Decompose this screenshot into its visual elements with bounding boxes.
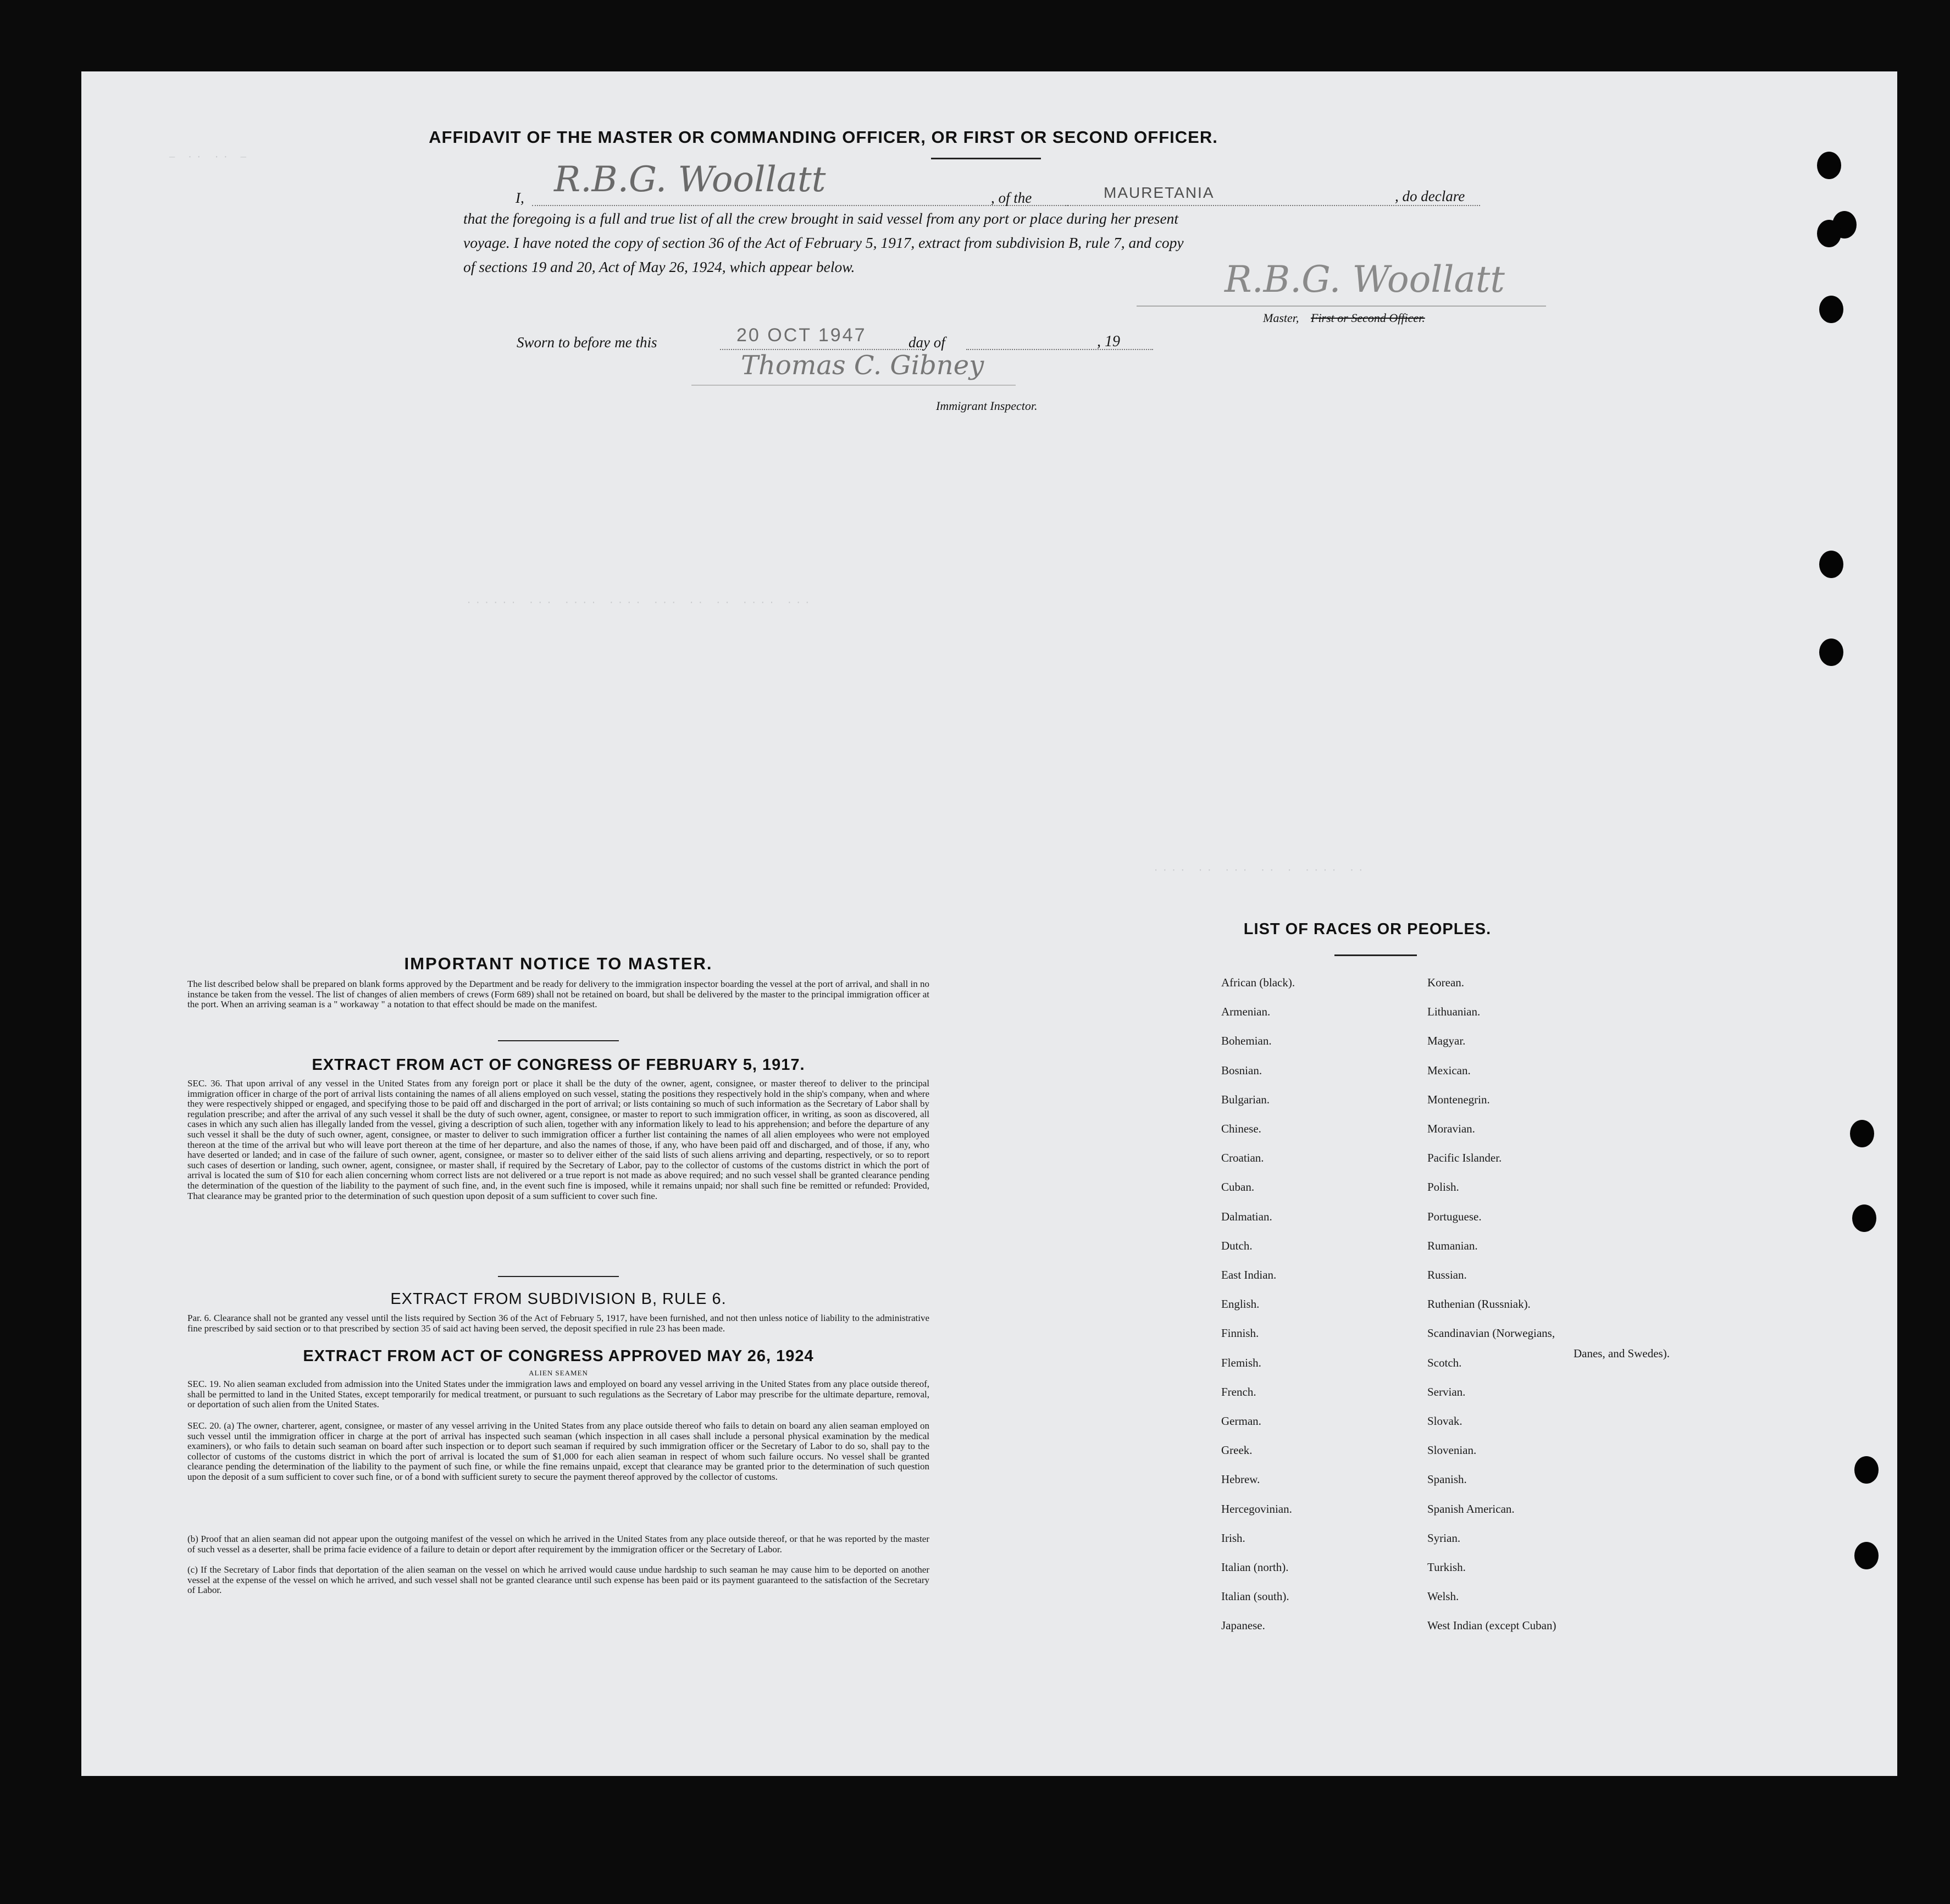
sworn-label: Sworn to before me this [517,334,657,351]
extract-1917-title: EXTRACT FROM ACT OF CONGRESS OF FEBRUARY 5, 1917. [312,1056,805,1074]
race-item: Chinese. [1221,1122,1261,1135]
race-scandinavian-continued: Danes, and Swedes). [1574,1347,1670,1360]
sec-19-body: SEC. 19. No alien seaman excluded from admission into the United States under the immigration laws and employed on board any vessel arriving in the United States from any place outside thereof, shall be permitted to land in the United States, except temporarily for medical treatment, or pursuant to such regulations as the Secretary of Labor may prescribe for the ultimate departure, removal, or deportation of such alien from the United States. [187,1379,929,1410]
race-item: Scotch. [1427,1356,1462,1369]
race-item: Bosnian. [1221,1063,1262,1077]
race-item: Croatian. [1221,1151,1264,1165]
race-item: Finnish. [1221,1326,1259,1340]
binder-hole [1854,1456,1879,1484]
race-item: Russian. [1427,1268,1467,1281]
race-item: Dalmatian. [1221,1209,1272,1223]
affidavit-line-4: of sections 19 and 20, Act of May 26, 1924, which appear below. [463,258,855,275]
notice-rule [498,1040,619,1041]
race-item: Slovak. [1427,1414,1462,1428]
binder-hole [1850,1120,1874,1147]
race-item: Syrian. [1427,1531,1461,1545]
i-label: I, [516,190,524,206]
binder-hole [1819,639,1843,666]
race-item: Italian (north). [1221,1561,1289,1574]
races-rule [1334,954,1417,956]
do-declare-label: , do declare [1395,188,1465,204]
affidavit-line-2: that the foregoing is a full and true list of all the crew brought in said vessel from any port or place during her present [463,210,1179,227]
race-item: African (black). [1221,976,1295,989]
race-item: Ruthenian (Russniak). [1427,1297,1531,1311]
bleed-through-row: ······ ··· ···· ···· ··· ·· ·· ···· ··· [466,598,813,608]
binder-hole [1854,1542,1879,1569]
race-item: Montenegrin. [1427,1092,1490,1106]
race-item: Flemish. [1221,1356,1261,1369]
race-item: Magyar. [1427,1034,1466,1048]
race-item: German. [1221,1414,1261,1428]
signature-blank [1137,306,1546,307]
race-item: Irish. [1221,1531,1245,1545]
inspector-title: Immigrant Inspector. [936,399,1038,413]
ship-name: MAURETANIA [1104,184,1215,201]
title-rule [931,158,1041,159]
race-item: Cuban. [1221,1180,1255,1194]
notice-title: IMPORTANT NOTICE TO MASTER. [404,954,713,973]
binder-hole [1817,152,1841,179]
race-item: English. [1221,1297,1260,1311]
races-title: LIST OF RACES OR PEOPLES. [1243,920,1492,938]
race-item: Lithuanian. [1427,1005,1481,1019]
master-struck-text: First or Second Officer. [1311,311,1425,325]
notice-body: The list described below shall be prepared on blank forms approved by the Department and be ready for delivery to the immigration inspector boarding the vessel at the port of arrival, and shall in no instance be taken from the vessel. The list of changes of alien members of crews (Form 689) shall not be retained on board, but shall be delivered by the master to the principal immigration officer at the port. When an arriving seaman is a " workaway " a notation to that effect should be made on the manifest. [187,979,929,1010]
inspector-blank [691,385,1016,386]
race-item: West Indian (except Cuban) [1427,1619,1556,1633]
race-item: Spanish. [1427,1473,1467,1486]
master-signature-repeat: R.B.G. Woollatt [1225,258,1505,301]
race-item: Pacific Islander. [1427,1151,1502,1165]
document-sheet [81,71,1897,1776]
race-item: Armenian. [1221,1005,1271,1019]
day-of-label: day of [908,334,945,351]
affidavit-line-3: voyage. I have noted the copy of section 36 of the Act of February 5, 1917, extract from subdivision B, rule 7, and copy [463,234,1184,251]
inspector-signature: Thomas C. Gibney [741,350,984,381]
race-item: Welsh. [1427,1590,1459,1603]
sworn-date-stamp: 20 OCT 1947 [736,325,867,346]
year-prefix: , 19 [1097,333,1120,350]
affidavit-title: AFFIDAVIT OF THE MASTER OR COMMANDING OFFICER, OR FIRST OR SECOND OFFICER. [429,127,1218,147]
bleed-through-row: ···· ·· ··· ·· · ···· ·· [1153,865,1367,876]
race-item: Moravian. [1427,1122,1475,1135]
subdivision-body: Par. 6. Clearance shall not be granted any vessel until the lists required by Section 36 of the Act of February 5, 1917, have been furnished, and not then unless notice of liability to the administrative fine prescribed by said section or to that prescribed by section 35 of said act having been served, the deposit specified in rule 23 has been made. [187,1313,929,1334]
race-item: Turkish. [1427,1561,1466,1574]
of-the-label: , of the [991,190,1032,206]
race-item: Mexican. [1427,1063,1471,1077]
race-item: Servian. [1427,1385,1466,1398]
binder-hole [1819,551,1843,578]
race-item: French. [1221,1385,1256,1398]
race-item: Portuguese. [1427,1209,1482,1223]
bleed-through-text: — ·· ·· — [169,152,250,163]
subdivision-title: EXTRACT FROM SUBDIVISION B, RULE 6. [390,1290,727,1308]
extract-1924-title: EXTRACT FROM ACT OF CONGRESS APPROVED MAY 26, 1924 [303,1347,814,1365]
race-item: Dutch. [1221,1239,1253,1252]
ship-blank [1065,205,1480,206]
alien-seamen-subtitle: ALIEN SEAMEN [529,1369,588,1377]
race-item: Hercegovinian. [1221,1502,1292,1516]
master-signature: R.B.G. Woollatt [554,159,826,200]
race-item: Polish. [1427,1180,1459,1194]
master-prefix: Master, [1263,311,1299,325]
race-item: Italian (south). [1221,1590,1289,1603]
race-item: Scandinavian (Norwegians, [1427,1326,1555,1340]
sec-20b-body: (b) Proof that an alien seaman did not appear upon the outgoing manifest of the vessel on which he arrived in the United States from any place outside thereof, or that he was reported by the master of such vessel as a deserter, shall be prima facie evidence of a failure to detain or deport after requirement by the immigration officer or the Secretary of Labor. [187,1534,929,1555]
binder-hole [1852,1204,1876,1232]
race-item: Japanese. [1221,1619,1265,1633]
race-item: Slovenian. [1427,1444,1477,1457]
race-item: Greek. [1221,1444,1253,1457]
section-rule [498,1276,619,1277]
race-item: East Indian. [1221,1268,1277,1281]
race-item: Bohemian. [1221,1034,1272,1048]
sec-20c-body: (c) If the Secretary of Labor finds that deportation of the alien seaman on the vessel on which he arrived would cause undue hardship to such seaman he may cause him to be deported on another vessel at the expense of the vessel on which he arrived, and such vessel shall not be granted clearance until such expense has been paid or its payment guaranteed to the satisfaction of the Secretary of Labor. [187,1564,929,1596]
race-item: Spanish American. [1427,1502,1515,1516]
race-item: Korean. [1427,976,1465,989]
extract-1917-body: SEC. 36. That upon arrival of any vessel in the United States from any foreign port or place it shall be the duty of the owner, agent, consignee, or master thereof to deliver to the principal immigration officer in charge of the port of arrival lists containing the names of all aliens employed on such vessel, stating the positions they respectively hold in the ship's company, when and where they were respectively shipped or engaged, and specifying those to be paid off and discharged in the port of arrival; or lists containing so much of such information as the Secretary of Labor shall by regulation prescribe; and after the arrival of any such vessel it shall be the duty of such owner, agent, consignee, or master to report to such immigration officer, in writing, as soon as discovered, all cases in which any such alien has illegally landed from the vessel, giving a description of such alien, together with any information likely to lead to his apprehension; and before the departure of any such vessel it shall be the duty of such owner, agent, consignee, or master to deliver to such immigration officer a further list containing the names of all alien employees who were not employed thereon at the time of the arrival but who will leave port thereon at the time of her departure, and also the names of those, if any, who have been paid off and discharged, and of those, if any, who have deserted or landed; and in case of the failure of such owner, agent, consignee, or master so to deliver either of the said lists of such aliens arriving and departing, respectively, or so to report such cases of desertion or landing, such owner, agent, consignee, or master shall, if required by the Secretary of Labor, pay to the collector of customs of the customs district in which the port of arrival is located the sum of $10 for each alien concerning whom correct lists are not delivered or a true report is not made as above required; and no such vessel shall be granted clearance pending the determination of the question of the liability to the payment of such fine, and, in the event such fine is imposed, while it remains unpaid; nor shall such fine be remitted or refunded: Provided, That clearance may be granted prior to the determination of such question upon deposit of a sum sufficient to cover such fine. [187,1078,929,1201]
binder-hole [1817,220,1841,247]
race-item: Bulgarian. [1221,1092,1270,1106]
race-item: Hebrew. [1221,1473,1260,1486]
sec-20a-body: SEC. 20. (a) The owner, charterer, agent, consignee, or master of any vessel arriving in the United States from any place outside thereof who fails to detain on board any alien seaman employed on such vessel until the immigration officer in charge at the port of arrival has inspected such seaman (which inspection in all cases shall include a personal physical examination by the medical examiners), or who fails to detain such seaman on board after such inspection or to deport such seaman if required by such immigration officer or the Secretary of Labor to do so, shall pay to the collector of customs of the customs district in which the port of arrival is located the sum of $1,000 for each alien seaman in respect of whom such failure occurs. No vessel shall be granted clearance pending the determination of the liability to the payment of such fine, or while the fine remains unpaid, except that clearance may be granted prior to the determination of such question upon the deposit of a sum sufficient to cover such fine, or of a bond with sufficient surety to secure the payment thereof approved by the collector of customs. [187,1420,929,1482]
name-blank [532,205,1068,206]
month-blank [966,349,1153,350]
binder-hole [1819,296,1843,323]
race-item: Rumanian. [1427,1239,1478,1252]
